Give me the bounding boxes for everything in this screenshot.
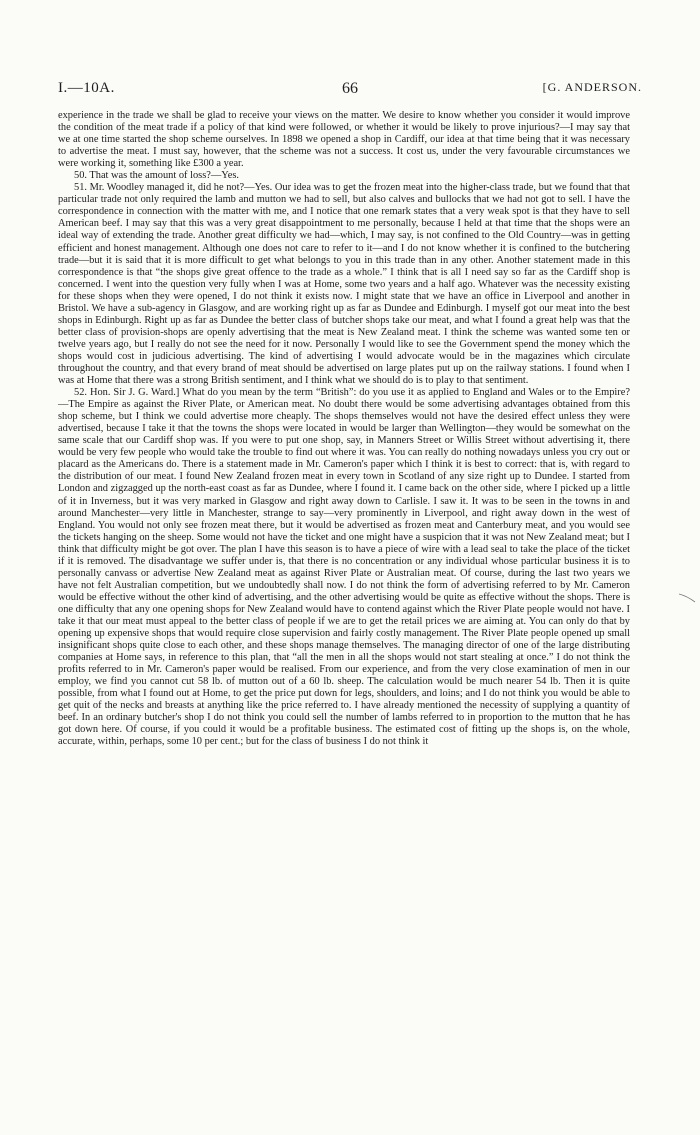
witness-name: [G. ANDERSON. [542,80,642,94]
document-reference: I.—10A. [58,80,115,96]
page-number: 66 [342,80,358,97]
paragraph: 51. Mr. Woodley managed it, did he not?—Yes. Our idea was to get the frozen meat into the higher-class trade, but we found that that particular trade not only required the lamb and mutton we had to sell, but also calves and bullocks that we had not got to sell. I have the correspondence in connection with the matter with me, and I notice that one remark states that a very weak spot is that they have to sell American beef. I may say that this was a very great disappointment to me personally, because I held at that time that the shops were an ideal way of extending the trade. Another great difficulty we had—which, I may say, is not confined to the Old Country—was in getting efficient and honest management. Although one does not care to refer to it—and I do not know whether it is confined to the butchering trade—but it is said that it is more difficult to get what belongs to you in this trade than in any other. Another statement made in this correspondence is that “the shops give great offence to the trade as a whole.” I think that is all I need say so far as the Cardiff shop is concerned. I went into the question very fully when I was at Home, some two years and a half ago. Whatever was the necessity existing for these shops when they were opened, I do not think it exists now. I might state that we have an office in Liverpool and another in Bristol. We have a sub-agency in Glasgow, and are working right up as far as Dundee and Edinburgh. I myself got our meat into the best shops in Edinburgh. Right up as far as Dundee the better class of butcher shops take our meat, and what I found a great help was that the better class of provision-shops are openly advertising that the meat is New Zealand meat. I think the scheme was wanted some ten or twelve years ago, but I really do not see the need for it now. Personally I would like to see the Government spend the money which the shops would cost in judicious advertising. The kind of advertising I would advocate would be in the magazines which circulate throughout the country, and that every brand of meat should be advertised on large plates put up on the railway stations. I found when I was at Home that there was a strong British sentiment, and I think what we should do is to play to that sentiment. [58,182,630,387]
paragraph: 50. That was the amount of loss?—Yes. [74,170,239,182]
paragraph: 52. Hon. Sir J. G. Ward.] What do you mean by the term “British”: do you use it as applied to England and Wales or to the Empire?—The Empire as against the River Plate, or American meat. No doubt there would be some advertising advantages obtained from this shop scheme, but I think we could advertise more cheaply. The shops themselves would not have the desired effect unless they were advertised, because I take it that the towns the shops were located in would be larger than Wellington—they would be somewhat on the same scale that our Cardiff shop was. If you were to put one shop, say, in Manners Street or Willis Street without advertising it, there would be very few people who would take the trouble to find out where it was. You can really do nothing nowadays unless you cry out or placard as the Americans do. There is a statement made in Mr. Cameron's paper which I think it is best to correct: that is, with regard to the distribution of our meat. I found New Zealand frozen meat in every town in Scotland of any size right up to Dundee. I started from London and zigzagged up the north-east coast as far as Dundee, where I found it. I came back on the other side, where I picked up a little of it in Inverness, but it was very marked in Glasgow and right away down to Carlisle. I saw it. It was to be seen in the towns in and around Manchester—very little in Manchester, strange to say—very prominently in Liverpool, and right away down in the west of England. You would not only see frozen meat there, but it would be advertised as frozen meat and Canterbury meat, and you would see the tickets hanging on the sheep. Some would not have the ticket and one might have a suspicion that it was not New Zealand meat; but I think that difficulty might be got over. The plan I have this season is to have a piece of wire with a lead seal to take the place of the ticket if it is removed. The disadvantage we suffer under is, that there is no concentration or any individual whose particular business it is to personally canvass or advertise New Zealand meat as against River Plate or Australian meat. Of course, during the last two years we have not felt Australian competition, but we undoubtedly shall now. I do not think the form of advertising referred to by Mr. Cameron would be effective without the other kind of advertising, and the other advertising would be quite as effective without the shops. There is one difficulty that any one opening shops for New Zealand would have to contend against which the River Plate people would not have. I take it that our meat must appeal to the better class of people if we are to get the retail prices we are aiming at. You can only do that by opening up expensive shops that would require close supervision and fairly costly management. The River Plate people opened up small insignificant shops quite close to each other, and these shops manage themselves. The managing director of one of the large distributing companies at Home says, in reference to this plan, that “all the men in all the shops would not start stealing at once.” I do not think the profits referred to in Mr. Cameron's paper would be realised. From our experience, and from the very close examination of men in our employ, we find you cannot cut 58 lb. of mutton out of a 60 lb. sheep. The calculation would be much nearer 54 lb. Then it is quite possible, from what I found out at Home, to get the price put down for legs, shoulders, and loins; and I do not think you would be able to get quit of the necks and breasts at anything like the price referred to. I have already mentioned the necessity of supplying a quantity of beef. In an ordinary butcher's shop I do not think you could sell the number of lambs referred to in proportion to the mutton that he has got down here. Of course, if you could it would be a profitable business. The estimated cost of fitting up the shops is, on the whole, accurate, within, perhaps, some 10 per cent.; but for the class of business I do not think it [58,387,630,748]
document-body [58,110,630,748]
paragraph: experience in the trade we shall be glad to receive your views on the matter. We desire to know whether you consider it would improve the condition of the meat trade if a policy of that kind were followed, or whether it would be likely to prove injurious?—I may say that we at one time started the shop scheme ourselves. In 1898 we opened a shop in Cardiff, our idea at that time being that it was necessary to advertise the meat. I must say, however, that the scheme was not a success. It cost us, under the very favourable circumstances we were working it, something like £300 a year. [58,110,630,170]
page-header [58,80,642,100]
margin-pencil-mark [678,590,696,604]
